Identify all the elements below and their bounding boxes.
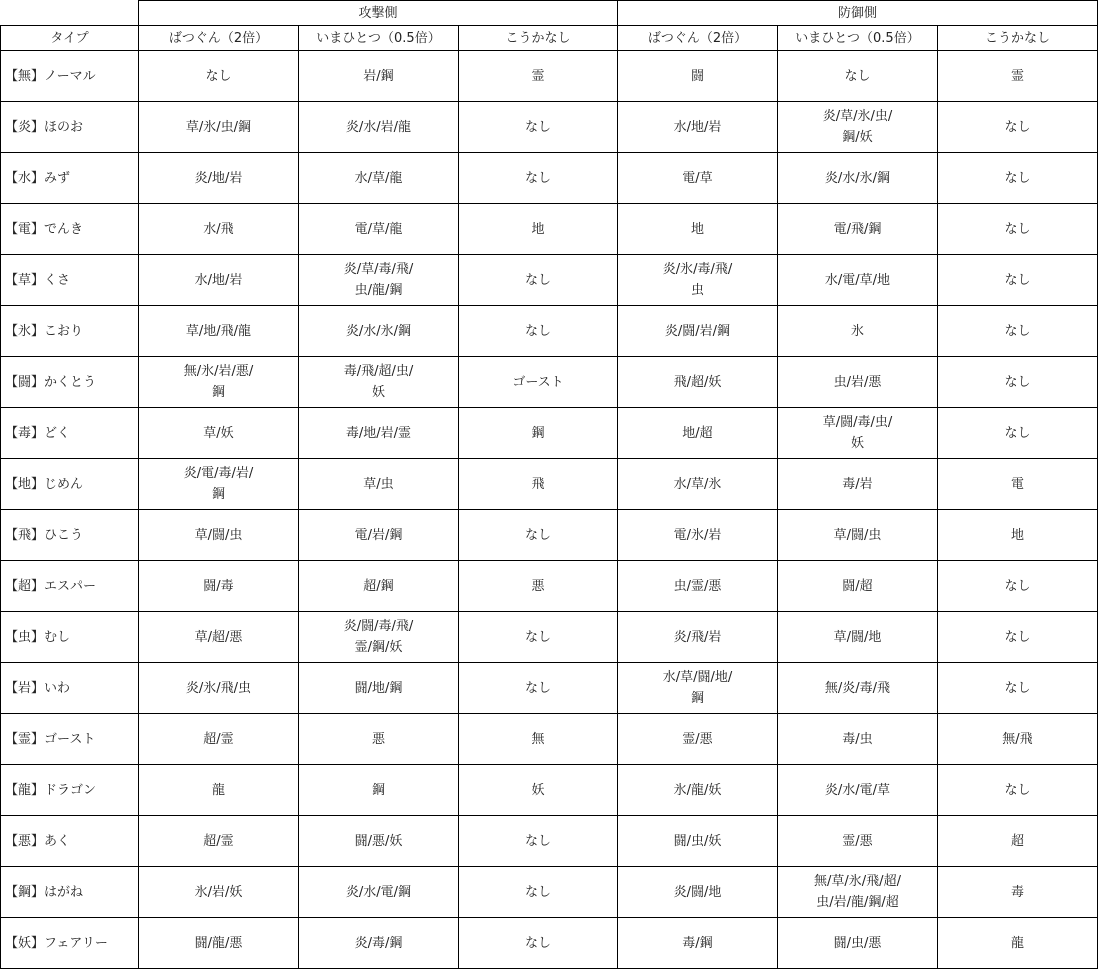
defense-half-cell <box>778 867 938 918</box>
attack-double-cell: 闘/龍/悪 <box>139 918 299 969</box>
defense-half-cell <box>778 408 938 459</box>
defense-double-cell: 電/氷/岩 <box>618 510 778 561</box>
table-row <box>1 867 1098 918</box>
defense-group-header: 防御側 <box>618 1 1098 26</box>
defense-none-cell: なし <box>938 255 1098 306</box>
attack-none-cell: なし <box>459 816 618 867</box>
attack-half-cell: 電/草/龍 <box>299 204 459 255</box>
attack-none-cell: なし <box>459 510 618 561</box>
cell-line: 炎/闘/毒/飛/ <box>343 619 414 634</box>
cell-line: 妖 <box>850 436 864 451</box>
defense-half-cell: 毒/岩 <box>778 459 938 510</box>
type-cell: 【龍】ドラゴン <box>1 765 139 816</box>
defense-double-cell <box>618 255 778 306</box>
attack-none-cell: なし <box>459 867 618 918</box>
attack-double-header: ばつぐん（2倍） <box>139 26 299 51</box>
type-cell: 【炎】ほのお <box>1 102 139 153</box>
cell-line: 霊/鋼/妖 <box>354 640 403 655</box>
defense-half-cell: 電/飛/鋼 <box>778 204 938 255</box>
attack-half-cell: 炎/水/岩/龍 <box>299 102 459 153</box>
attack-none-cell: なし <box>459 255 618 306</box>
attack-none-cell: なし <box>459 102 618 153</box>
defense-none-cell: なし <box>938 663 1098 714</box>
table-row <box>1 306 1098 357</box>
type-cell: 【電】でんき <box>1 204 139 255</box>
attack-double-cell <box>139 357 299 408</box>
defense-double-cell: 飛/超/妖 <box>618 357 778 408</box>
attack-double-cell: 氷/岩/妖 <box>139 867 299 918</box>
type-cell: 【悪】あく <box>1 816 139 867</box>
defense-half-cell <box>778 102 938 153</box>
attack-half-cell: 毒/地/岩/霊 <box>299 408 459 459</box>
defense-none-cell: なし <box>938 561 1098 612</box>
attack-double-cell: 水/地/岩 <box>139 255 299 306</box>
attack-group-header: 攻撃側 <box>139 1 618 26</box>
table-row <box>1 561 1098 612</box>
defense-half-cell: 虫/岩/悪 <box>778 357 938 408</box>
attack-none-cell: 地 <box>459 204 618 255</box>
cell-line: 炎/電/毒/岩/ <box>183 466 254 481</box>
table-row <box>1 612 1098 663</box>
attack-none-cell: なし <box>459 918 618 969</box>
table-row <box>1 816 1098 867</box>
defense-half-cell: 草/闘/地 <box>778 612 938 663</box>
defense-double-cell: 闘 <box>618 51 778 102</box>
attack-double-cell <box>139 459 299 510</box>
defense-double-cell: 炎/飛/岩 <box>618 612 778 663</box>
attack-none-cell: 妖 <box>459 765 618 816</box>
attack-half-cell: 炎/毒/鋼 <box>299 918 459 969</box>
attack-double-cell: 超/霊 <box>139 714 299 765</box>
defense-double-cell: 炎/闘/岩/鋼 <box>618 306 778 357</box>
attack-half-cell: 水/草/龍 <box>299 153 459 204</box>
defense-none-cell: 龍 <box>938 918 1098 969</box>
defense-none-cell: なし <box>938 612 1098 663</box>
defense-double-cell: 電/草 <box>618 153 778 204</box>
type-cell: 【鋼】はがね <box>1 867 139 918</box>
defense-double-cell <box>618 663 778 714</box>
defense-half-header: いまひとつ（0.5倍） <box>778 26 938 51</box>
type-cell: 【無】ノーマル <box>1 51 139 102</box>
attack-half-cell: 闘/地/鋼 <box>299 663 459 714</box>
cell-line: 妖 <box>371 385 385 400</box>
table-row <box>1 153 1098 204</box>
attack-double-cell: 炎/氷/飛/虫 <box>139 663 299 714</box>
attack-half-cell: 炎/水/電/鋼 <box>299 867 459 918</box>
defense-none-cell: なし <box>938 153 1098 204</box>
type-cell: 【飛】ひこう <box>1 510 139 561</box>
defense-double-cell: 毒/鋼 <box>618 918 778 969</box>
defense-double-cell: 地/超 <box>618 408 778 459</box>
defense-none-cell: なし <box>938 408 1098 459</box>
attack-double-cell: なし <box>139 51 299 102</box>
defense-half-cell: 闘/虫/悪 <box>778 918 938 969</box>
defense-double-cell: 水/草/氷 <box>618 459 778 510</box>
table-row <box>1 765 1098 816</box>
defense-half-cell: 毒/虫 <box>778 714 938 765</box>
table-row <box>1 255 1098 306</box>
cell-line: 虫 <box>690 283 704 298</box>
attack-half-cell <box>299 357 459 408</box>
attack-none-cell: なし <box>459 306 618 357</box>
attack-none-cell: 悪 <box>459 561 618 612</box>
type-cell: 【地】じめん <box>1 459 139 510</box>
table-row <box>1 408 1098 459</box>
defense-half-cell: 草/闘/虫 <box>778 510 938 561</box>
attack-none-cell: ゴースト <box>459 357 618 408</box>
type-cell: 【岩】いわ <box>1 663 139 714</box>
cell-line: 水/草/闘/地/ <box>662 670 733 685</box>
cell-line: 鋼/妖 <box>842 130 873 145</box>
defense-double-header: ばつぐん（2倍） <box>618 26 778 51</box>
table-row <box>1 663 1098 714</box>
attack-none-cell: 飛 <box>459 459 618 510</box>
defense-none-cell: なし <box>938 357 1098 408</box>
cell-line: 無/草/氷/飛/超/ <box>814 874 901 889</box>
attack-double-cell: 草/闘/虫 <box>139 510 299 561</box>
cell-line: 草/闘/毒/虫/ <box>822 415 893 430</box>
attack-half-cell: 鋼 <box>299 765 459 816</box>
defense-none-cell: なし <box>938 765 1098 816</box>
defense-half-cell: 無/炎/毒/飛 <box>778 663 938 714</box>
defense-double-cell: 地 <box>618 204 778 255</box>
type-cell: 【草】くさ <box>1 255 139 306</box>
attack-none-cell: なし <box>459 612 618 663</box>
attack-double-cell: 闘/毒 <box>139 561 299 612</box>
attack-half-cell <box>299 612 459 663</box>
table-row <box>1 918 1098 969</box>
cell-line: 毒/飛/超/虫/ <box>343 364 414 379</box>
cell-line: 炎/草/氷/虫/ <box>822 109 893 124</box>
defense-none-header: こうかなし <box>938 26 1098 51</box>
type-cell: 【闘】かくとう <box>1 357 139 408</box>
defense-none-cell: なし <box>938 204 1098 255</box>
table-row <box>1 204 1098 255</box>
attack-half-cell: 悪 <box>299 714 459 765</box>
defense-double-cell: 霊/悪 <box>618 714 778 765</box>
attack-half-cell: 炎/水/氷/鋼 <box>299 306 459 357</box>
defense-double-cell: 虫/霊/悪 <box>618 561 778 612</box>
corner-cell <box>1 1 139 26</box>
defense-half-cell: 氷 <box>778 306 938 357</box>
type-cell: 【虫】むし <box>1 612 139 663</box>
cell-line: 虫/龍/鋼 <box>354 283 403 298</box>
attack-double-cell: 水/飛 <box>139 204 299 255</box>
defense-none-cell: 地 <box>938 510 1098 561</box>
cell-line: 鋼 <box>690 691 704 706</box>
defense-half-cell: 炎/水/氷/鋼 <box>778 153 938 204</box>
attack-none-cell: なし <box>459 663 618 714</box>
defense-double-cell: 闘/虫/妖 <box>618 816 778 867</box>
attack-double-cell: 草/超/悪 <box>139 612 299 663</box>
attack-double-cell: 龍 <box>139 765 299 816</box>
defense-half-cell: 霊/悪 <box>778 816 938 867</box>
type-cell: 【霊】ゴースト <box>1 714 139 765</box>
defense-half-cell: なし <box>778 51 938 102</box>
type-cell: 【超】エスパー <box>1 561 139 612</box>
defense-double-cell: 炎/闘/地 <box>618 867 778 918</box>
defense-half-cell: 水/電/草/地 <box>778 255 938 306</box>
cell-line: 炎/氷/毒/飛/ <box>662 262 733 277</box>
defense-none-cell: なし <box>938 102 1098 153</box>
attack-half-header: いまひとつ（0.5倍） <box>299 26 459 51</box>
attack-double-cell: 草/妖 <box>139 408 299 459</box>
table-row <box>1 51 1098 102</box>
table-row <box>1 357 1098 408</box>
cell-line: 虫/岩/龍/鋼/超 <box>816 895 899 910</box>
attack-half-cell: 超/鋼 <box>299 561 459 612</box>
defense-none-cell: なし <box>938 306 1098 357</box>
attack-half-cell: 電/岩/鋼 <box>299 510 459 561</box>
type-cell: 【毒】どく <box>1 408 139 459</box>
attack-half-cell: 草/虫 <box>299 459 459 510</box>
type-column-header: タイプ <box>1 26 139 51</box>
attack-double-cell: 炎/地/岩 <box>139 153 299 204</box>
attack-none-header: こうかなし <box>459 26 618 51</box>
attack-half-cell: 闘/悪/妖 <box>299 816 459 867</box>
attack-none-cell: 鋼 <box>459 408 618 459</box>
table-row <box>1 102 1098 153</box>
defense-none-cell: 電 <box>938 459 1098 510</box>
defense-double-cell: 氷/龍/妖 <box>618 765 778 816</box>
type-cell: 【氷】こおり <box>1 306 139 357</box>
attack-double-cell: 草/地/飛/龍 <box>139 306 299 357</box>
attack-double-cell: 草/氷/虫/鋼 <box>139 102 299 153</box>
cell-line: 鋼 <box>211 385 225 400</box>
defense-none-cell: 無/飛 <box>938 714 1098 765</box>
cell-line: 炎/草/毒/飛/ <box>343 262 414 277</box>
attack-half-cell: 岩/鋼 <box>299 51 459 102</box>
cell-line: 無/氷/岩/悪/ <box>183 364 254 379</box>
cell-line: 鋼 <box>211 487 225 502</box>
type-chart-body <box>1 51 1098 969</box>
attack-half-cell <box>299 255 459 306</box>
defense-none-cell: 毒 <box>938 867 1098 918</box>
type-cell: 【水】みず <box>1 153 139 204</box>
defense-half-cell: 闘/超 <box>778 561 938 612</box>
attack-none-cell: なし <box>459 153 618 204</box>
defense-none-cell: 超 <box>938 816 1098 867</box>
table-row <box>1 510 1098 561</box>
defense-none-cell: 霊 <box>938 51 1098 102</box>
table-row <box>1 459 1098 510</box>
table-row <box>1 714 1098 765</box>
type-cell: 【妖】フェアリー <box>1 918 139 969</box>
defense-half-cell: 炎/水/電/草 <box>778 765 938 816</box>
defense-double-cell: 水/地/岩 <box>618 102 778 153</box>
attack-none-cell: 霊 <box>459 51 618 102</box>
attack-none-cell: 無 <box>459 714 618 765</box>
attack-double-cell: 超/霊 <box>139 816 299 867</box>
